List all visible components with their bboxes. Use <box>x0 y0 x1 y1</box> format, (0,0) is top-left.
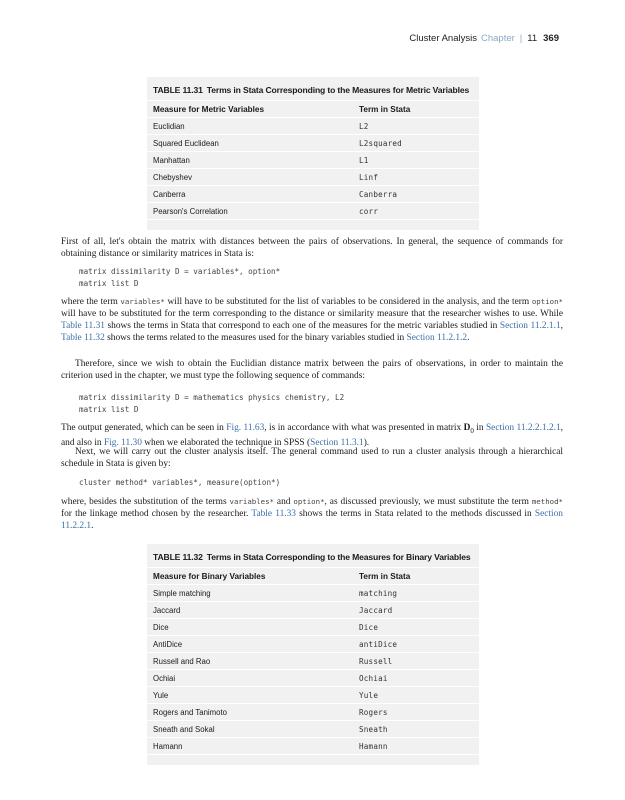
running-head <box>409 33 559 44</box>
table-row <box>147 584 479 601</box>
text: will have to be substituted for the term corresponding to the distance or similarity measure that the researcher wishes to use. While <box>61 309 563 319</box>
measure-cell: Simple matching <box>153 588 211 598</box>
measure-cell: Jaccard <box>153 605 181 615</box>
code-line: matrix dissimilarity D = mathematics physics chemistry, L2 <box>79 393 345 402</box>
term-cell: Sneath <box>359 724 388 734</box>
table-row <box>147 635 479 652</box>
link-section-11-2-2-1-2-1[interactable]: Section 11.2.2.1.2.1 <box>485 423 561 433</box>
measure-cell: Pearson's Correlation <box>153 206 228 216</box>
text: . <box>91 521 94 531</box>
link-table-11-33[interactable]: Table 11.33 <box>251 509 296 519</box>
measure-cell: Rogers and Tanimoto <box>153 707 227 717</box>
term-cell: Russell <box>359 656 393 666</box>
inline-code-variables: variables* <box>229 497 275 506</box>
text: shows the terms in Stata that correspond to each one of the measures for the metric variables studied in <box>104 321 500 331</box>
paragraph-method <box>61 496 563 532</box>
measure-cell: Yule <box>153 690 169 700</box>
table-row <box>147 185 479 202</box>
link-section-11-2-1-2[interactable]: Section 11.2.1.2 <box>406 333 468 343</box>
link-fig-11-30[interactable]: Fig. 11.30 <box>103 437 142 448</box>
inline-code-method: method* <box>531 497 563 506</box>
measure-cell: Squared Euclidean <box>153 138 219 148</box>
table-number: TABLE 11.32 <box>153 552 203 562</box>
page-number: 369 <box>543 33 559 44</box>
code-block-generic <box>79 266 280 290</box>
link-fig-11-63[interactable]: Fig. 11.63 <box>226 423 265 433</box>
table-row <box>147 151 479 168</box>
column-header-term: Term in Stata <box>359 571 411 581</box>
running-head-chapter-label: Chapter <box>480 33 515 44</box>
term-cell: Rogers <box>359 707 388 717</box>
paragraph-euclidian: Therefore, since we wish to obtain the Euclidian distance matrix between the pairs of observations, in order to maintain the criterion used in the chapter, we must type the following sequence of commands: <box>61 359 563 381</box>
table-row <box>147 686 479 703</box>
paragraph-cluster-command: Next, we will carry out the cluster analysis itself. The general command used to run a cluster analysis through a hierarchical schedule in Stata is given by: <box>61 447 563 469</box>
column-header-measure: Measure for Binary Variables <box>153 571 266 581</box>
table-row <box>147 737 479 754</box>
term-cell: L2 <box>359 121 369 131</box>
table-footer-spacer <box>147 754 479 765</box>
table-row <box>147 669 479 686</box>
table-row <box>147 134 479 151</box>
measure-cell: Ochiai <box>153 673 176 683</box>
text: shows the terms related to the measures used for the binary variables studied in <box>104 333 407 343</box>
table-header-row <box>147 100 479 117</box>
measure-cell: Euclidian <box>153 121 185 131</box>
text: when we elaborated the technique in SPSS ( <box>141 437 311 448</box>
link-section-11-2-1-1[interactable]: Section 11.2.1.1 <box>499 321 561 331</box>
table-row <box>147 720 479 737</box>
matrix-subscript: 0 <box>470 426 474 435</box>
text: where, besides the substitution of the terms <box>61 497 230 507</box>
term-cell: corr <box>359 206 379 216</box>
text: The output generated, which can be seen in <box>61 423 227 433</box>
text: will have to be substituted for the list of variables to be considered in the analysis, and the term <box>164 297 532 307</box>
term-cell: Yule <box>359 690 379 700</box>
link-table-11-32[interactable]: Table 11.32 <box>61 333 105 343</box>
code-block-cluster: cluster method* variables*, measure(option*) <box>79 478 281 487</box>
table-row <box>147 117 479 134</box>
term-cell: antiDice <box>359 639 398 649</box>
text: . <box>467 333 470 343</box>
text: ). <box>363 437 370 448</box>
term-cell: Canberra <box>359 189 398 199</box>
measure-cell: Canberra <box>153 189 186 199</box>
term-cell: Linf <box>359 172 379 182</box>
table-row <box>147 202 479 219</box>
running-head-separator: | <box>519 33 523 44</box>
term-cell: matching <box>359 588 398 598</box>
text: where the term <box>61 297 121 307</box>
paragraph-terms <box>61 296 563 344</box>
text: , <box>560 321 563 331</box>
paragraph-output <box>61 422 563 449</box>
link-section-11-3-1[interactable]: Section 11.3.1 <box>310 437 364 448</box>
text: in <box>473 423 486 433</box>
table-binary-measures <box>147 544 479 765</box>
table-row <box>147 601 479 618</box>
table-row <box>147 618 479 635</box>
table-title: Terms in Stata Corresponding to the Measures for Metric Variables <box>206 85 470 95</box>
measure-cell: Dice <box>153 622 169 632</box>
column-header-measure: Measure for Metric Variables <box>153 104 265 114</box>
text: shows the terms in Stata related to the methods discussed in <box>295 509 535 519</box>
text: and <box>274 497 294 507</box>
matrix-symbol: D <box>463 423 471 433</box>
table-row <box>147 652 479 669</box>
inline-code-option: option* <box>531 297 563 306</box>
term-cell: Hamann <box>359 741 388 751</box>
running-head-section: Cluster Analysis <box>409 33 477 44</box>
table-caption <box>147 77 479 100</box>
term-cell: Dice <box>359 622 379 632</box>
term-cell: L2squared <box>359 138 402 148</box>
inline-code-option: option* <box>293 497 325 506</box>
code-block-euclidian <box>79 392 344 416</box>
running-head-chapter-number: 11 <box>527 33 538 44</box>
table-row <box>147 168 479 185</box>
link-section-11-2-2-1[interactable]: Section 11.2.2.1 <box>61 509 563 531</box>
term-cell: Jaccard <box>359 605 393 615</box>
measure-cell: AntiDice <box>153 639 183 649</box>
text: , is in accordance with what was presented in matrix <box>264 423 464 433</box>
table-row <box>147 703 479 720</box>
table-footer-spacer <box>147 219 479 230</box>
text: for the linkage method chosen by the researcher. <box>61 509 252 519</box>
code-line: matrix dissimilarity D = variables*, option* <box>79 267 281 276</box>
term-cell: L1 <box>359 155 369 165</box>
code-line: matrix list D <box>79 405 139 414</box>
table-title: Terms in Stata Corresponding to the Measures for Binary Variables <box>206 552 471 562</box>
paragraph-intro: First of all, let's obtain the matrix with distances between the pairs of observations. In general, the sequence of commands for obtaining distance or similarity matrices in Stata is: <box>61 237 563 259</box>
table-header-row <box>147 567 479 584</box>
table-metric-measures <box>147 77 479 230</box>
column-header-term: Term in Stata <box>359 104 411 114</box>
text: , as discussed previously, we must substitute the term <box>324 497 532 507</box>
link-table-11-31[interactable]: Table 11.31 <box>61 321 105 331</box>
table-number: TABLE 11.31 <box>153 85 203 95</box>
term-cell: Ochiai <box>359 673 388 683</box>
measure-cell: Manhattan <box>153 155 190 165</box>
code-line: matrix list D <box>79 279 139 288</box>
inline-code-variables: variables* <box>120 297 165 306</box>
measure-cell: Hamann <box>153 741 183 751</box>
measure-cell: Russell and Rao <box>153 656 211 666</box>
text: , and also in <box>61 423 564 448</box>
table-caption <box>147 544 479 567</box>
measure-cell: Chebyshev <box>153 172 193 182</box>
measure-cell: Sneath and Sokal <box>153 724 215 734</box>
